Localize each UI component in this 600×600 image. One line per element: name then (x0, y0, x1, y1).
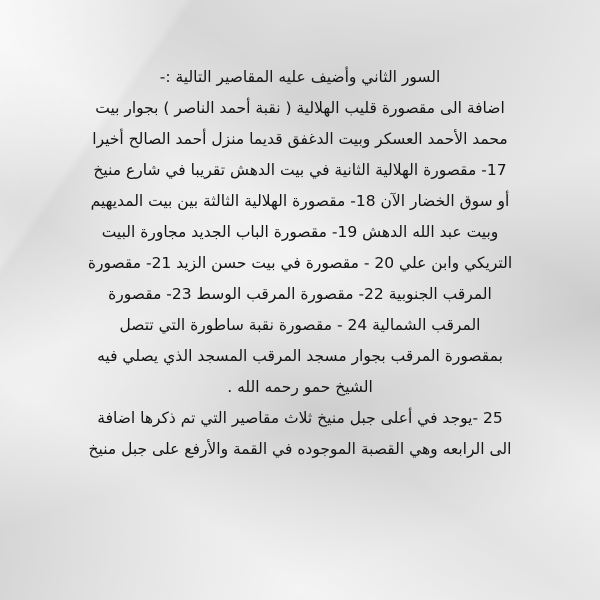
text-line-9: المرقب الشمالية 24 - مقصورة نقبة ساطورة التي تتصل (119, 316, 481, 334)
text-line-10: بمقصورة المرقب بجوار مسجد المرقب المسجد الذي يصلي فيه (97, 347, 503, 365)
document-text (10, 62, 590, 465)
text-line-7: التريكي وابن علي 20 - مقصورة في بيت حسن الزيد 21- مقصورة (87, 254, 513, 272)
text-line-2: اضافة الى مقصورة قليب الهلالية ( نقبة أحمد الناصر ) بجوار بيت (95, 99, 505, 117)
text-line-12: 25 -يوجد في أعلى جبل منيخ ثلاث مقاصير التي تم ذكرها اضافة (97, 409, 503, 427)
text-line-6: وبيت عبد الله الدهش 19- مقصورة الباب الجديد مجاورة البيت (101, 223, 499, 241)
text-line-4: 17- مقصورة الهلالية الثانية في بيت الدهش تقريبا في شارع منيخ (93, 161, 507, 179)
text-line-13: الى الرابعه وهي القصبة الموجوده في القمة والأرفع على جبل منيخ (88, 440, 512, 458)
text-line-8: المرقب الجنوبية 22- مقصورة المرقب الوسط 23- مقصورة (108, 285, 492, 303)
text-line-3: محمد الأحمد العسكر وبيت الدغفق قديما منزل أحمد الصالح أخيرا (92, 130, 508, 148)
text-line-11: الشيخ حمو رحمه الله . (227, 378, 373, 396)
text-line-1: السور الثاني وأضيف عليه المقاصير التالية :- (159, 68, 441, 86)
text-line-5: أو سوق الخضار الآن 18- مقصورة الهلالية الثالثة بين بيت المديهيم (90, 192, 510, 210)
